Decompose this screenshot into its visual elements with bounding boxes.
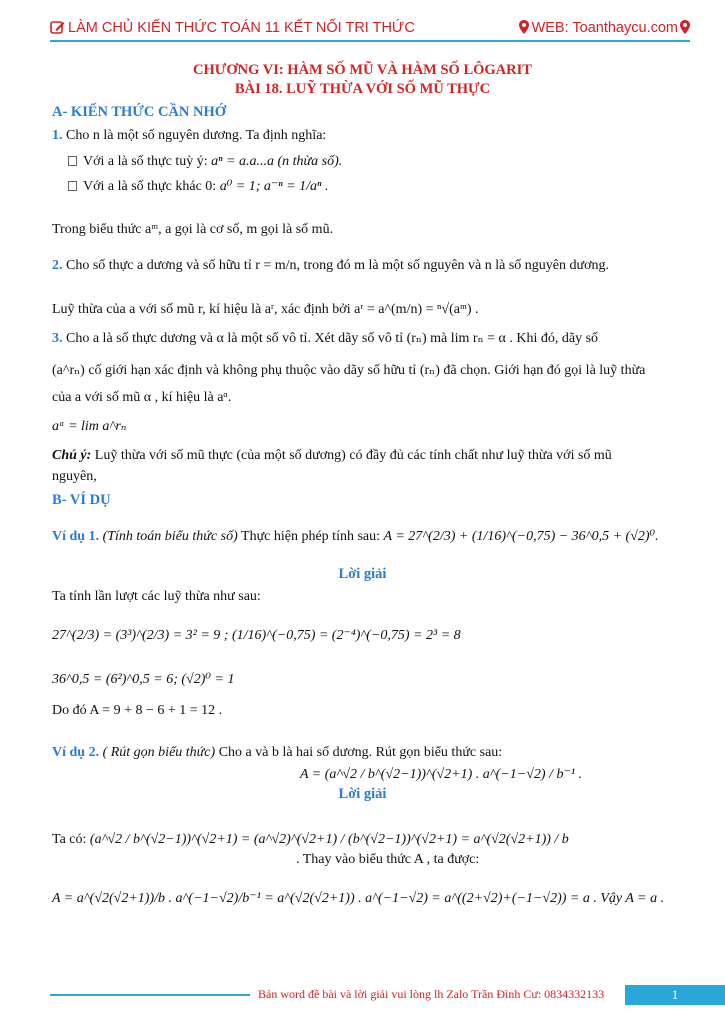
note-line2: nguyên,	[52, 469, 97, 484]
page-number: 1	[625, 985, 725, 1005]
page-header	[50, 20, 690, 42]
section-b-heading: B- VÍ DỤ	[52, 492, 111, 508]
item3-formula: aᵅ = lim a^rₙ	[52, 419, 127, 434]
edit-icon	[50, 20, 65, 38]
location-pin-icon	[519, 20, 529, 38]
note-line1	[52, 448, 612, 464]
item3-number: 3.	[52, 331, 63, 346]
header-title: LÀM CHỦ KIẾN THỨC TOÁN 11 KẾT NỐI TRI THỨC	[68, 20, 415, 36]
item1-bullet2-text: Với a là số thực khác 0:	[83, 179, 217, 194]
example2-problem: A = (a^√2 / b^(√2−1))^(√2+1) . a^(−1−√2) / b⁻¹ .	[300, 767, 583, 782]
example1-topic: (Tính toán biểu thức số)	[102, 529, 238, 544]
note-line1-text: Luỹ thừa với số mũ thực (của một số dương) có đầy đủ các tính chất như luỹ thừa với số mũ	[94, 448, 612, 463]
example1-conclusion: Do đó A = 9 + 8 − 6 + 1 = 12 .	[52, 703, 223, 718]
example2-step1-suffix: . Thay vào biểu thức A , ta được:	[296, 852, 480, 867]
example1-label: Ví dụ 1.	[52, 529, 100, 544]
example2-step1-prefix: Ta có:	[52, 832, 87, 847]
header-left	[50, 20, 415, 38]
example2-solution-heading: Lời giải	[338, 786, 387, 802]
footer-contact: Bản word đề bài và lời giải vui lòng lh Zalo Trần Đình Cư: 0834332133	[258, 987, 605, 1001]
bullet-box-icon	[68, 156, 77, 166]
example1-problem: A = 27^(2/3) + (1/16)^(−0,75) − 36^0,5 + (√2)⁰.	[383, 529, 659, 544]
example2-label: Ví dụ 2.	[52, 745, 100, 760]
section-a-heading: A- KIẾN THỨC CẦN NHỚ	[52, 104, 227, 120]
item3-line2: (a^rₙ) cố giới hạn xác định và không phụ thuộc vào dãy số hữu tỉ (rₙ) đã chọn. Giới hạn đó gọi là luỹ thừa	[52, 363, 646, 378]
item1-number: 1.	[52, 128, 63, 143]
footer-rule	[50, 994, 250, 996]
item3-line1-text: Cho a là số thực dương và α là một số vô tỉ. Xét dãy số vô tỉ (rₙ) mà lim rₙ = α . Khi đó, dãy số	[66, 331, 599, 346]
item2-text-body: Cho số thực a dương và số hữu tỉ r = m/n, trong đó m là một số nguyên và n là số nguyên dương.	[66, 258, 610, 273]
example2-step1-math: (a^√2 / b^(√2−1))^(√2+1) = (a^√2)^(√2+1) / (b^(√2−1))^(√2+1) = a^(√2(√2+1)) / b	[89, 832, 569, 847]
item1-intro-text: Cho n là một số nguyên dương. Ta định nghĩa:	[66, 128, 327, 143]
item1-intro	[52, 128, 326, 144]
item1-bullet1-text: Với a là số thực tuỳ ý:	[83, 154, 208, 169]
bullet-box-icon	[68, 181, 77, 191]
example1-solution-heading: Lời giải	[338, 566, 387, 582]
header-website[interactable]: WEB: Toanthaycu.com	[531, 20, 678, 36]
example2-statement	[52, 745, 502, 761]
item1-bullet1-math: aⁿ = a.a...a (n thừa số).	[211, 154, 343, 169]
item2-text	[52, 258, 609, 274]
item3-line1	[52, 330, 598, 347]
page-footer	[50, 985, 725, 1007]
note-label: Chú ý:	[52, 448, 92, 463]
chapter-title: CHƯƠNG VI: HÀM SỐ MŨ VÀ HÀM SỐ LÔGARIT	[193, 62, 532, 78]
item1-bullet1	[68, 154, 342, 170]
example2-topic: ( Rút gọn biểu thức)	[102, 745, 216, 760]
item1-bullet2-math: a⁰ = 1; a⁻ⁿ = 1/aⁿ .	[219, 179, 329, 194]
item3-line3: của a với số mũ α , kí hiệu là aᵅ.	[52, 390, 232, 405]
example2-text: Cho a và b là hai số dương. Rút gọn biểu thức sau:	[218, 745, 503, 760]
header-right	[519, 20, 690, 38]
example1-sol-intro: Ta tính lần lượt các luỹ thừa như sau:	[52, 589, 261, 604]
base-exponent-line: Trong biểu thức aᵐ, a gọi là cơ số, m gọi là số mũ.	[52, 222, 334, 237]
example1-step2: 36^0,5 = (6²)^0,5 = 6; (√2)⁰ = 1	[52, 672, 235, 687]
lesson-title: BÀI 18. LUỸ THỪA VỚI SỐ MŨ THỰC	[234, 81, 491, 97]
example2-step1	[52, 832, 569, 848]
header-rule	[50, 40, 690, 42]
item2-power-line: Luỹ thừa của a với số mũ r, kí hiệu là aʳ, xác định bởi aʳ = a^(m/n) = ⁿ√(aᵐ) .	[52, 302, 479, 317]
item2-number: 2.	[52, 258, 63, 273]
example1-statement	[52, 528, 659, 545]
example1-step1: 27^(2/3) = (3³)^(2/3) = 3² = 9 ; (1/16)^(−0,75) = (2⁻⁴)^(−0,75) = 2³ = 8	[52, 628, 461, 643]
location-pin-icon-right	[680, 20, 690, 38]
example1-text: Thực hiện phép tính sau:	[241, 529, 381, 544]
item1-bullet2	[68, 178, 328, 195]
example2-step2: A = a^(√2(√2+1))/b . a^(−1−√2)/b⁻¹ = a^(√2(√2+1)) . a^(−1−√2) = a^((2+√2)+(−1−√2)) = a . Vậy A = a .	[52, 891, 665, 906]
